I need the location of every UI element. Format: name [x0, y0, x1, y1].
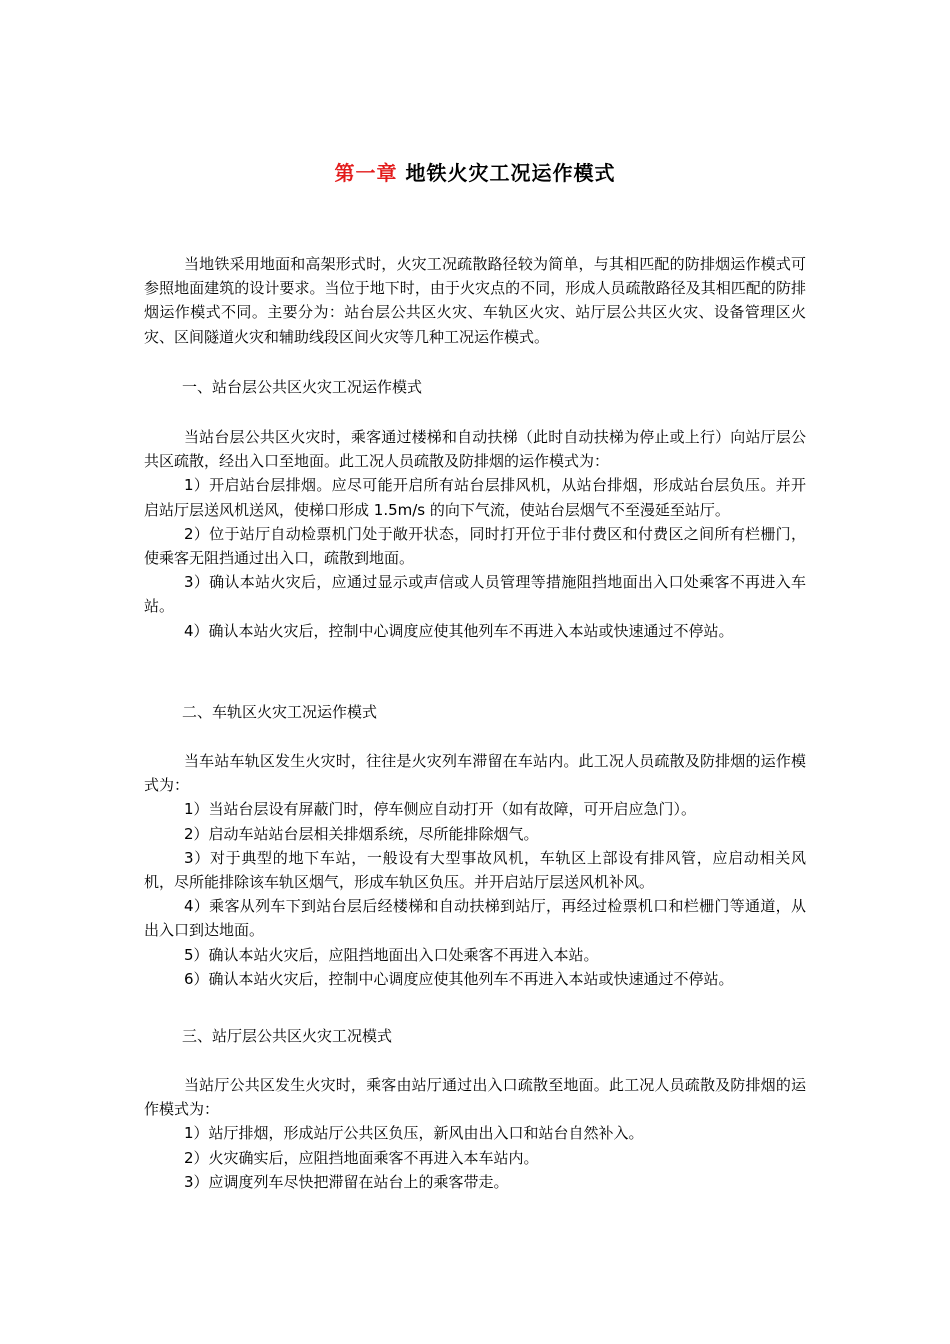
section-heading: 二、车轨区火灾工况运作模式	[182, 703, 378, 721]
list-item: 2）位于站厅自动检票机门处于敞开状态，同时打开位于非付费区和付费区之间所有栏栅门，使乘客无阻挡通过出入口，疏散到地面。	[144, 524, 806, 568]
page-title	[144, 158, 806, 188]
list-item: 1）当站台层设有屏蔽门时，停车侧应自动打开（如有故障，可开启应急门）。	[184, 800, 697, 819]
section-body	[144, 425, 806, 643]
list-item: 2）火灾确实后，应阻挡地面乘客不再进入本车站内。	[184, 1148, 539, 1167]
intro-text: 当地铁采用地面和高架形式时，火灾工况疏散路径较为简单，与其相匹配的防排烟运作模式可参照地面建筑的设计要求。当位于地下时，由于火灾点的不同，形成人员疏散路径及其相匹配的防排烟运作模式不同。主要分为：站台层公共区火灾、车轨区火灾、站厅层公共区火灾、设备管理区火灾、区间隧道火灾和辅助线段区间火灾等几种工况运作模式。	[144, 255, 806, 346]
list-item: 1）开启站台层排烟。应尽可能开启所有站台层排风机，从站台排烟，形成站台层负压。并开启站厅层送风机送风，使梯口形成 1.5m/s 的向下气流，使站台层烟气不至漫延至站厅。	[144, 476, 806, 519]
section-body	[144, 1073, 806, 1194]
intro-paragraph	[144, 252, 806, 349]
list-item: 4）乘客从列车下到站台层后经楼梯和自动扶梯到站厅，再经过检票机口和栏栅门等通道，从出入口到达地面。	[144, 897, 806, 940]
section-heading: 一、站台层公共区火灾工况运作模式	[182, 378, 423, 396]
list-item: 1）站厅排烟，形成站厅公共区负压，新风由出入口和站台自然补入。	[184, 1124, 644, 1143]
section-lead: 当站厅公共区发生火灾时，乘客由站厅通过出入口疏散至地面。此工况人员疏散及防排烟的运作模式为：	[144, 1076, 806, 1119]
list-item: 3）应调度列车尽快把滞留在站台上的乘客带走。	[184, 1172, 509, 1191]
section-lead: 当车站车轨区发生火灾时，往往是火灾列车滞留在车站内。此工况人员疏散及防排烟的运作模式为：	[144, 752, 806, 795]
section-lead: 当站台层公共区火灾时，乘客通过楼梯和自动扶梯（此时自动扶梯为停止或上行）向站厅层公共区疏散，经出入口至地面。此工况人员疏散及防排烟的运作模式为：	[144, 428, 806, 471]
list-item: 4）确认本站火灾后，控制中心调度应使其他列车不再进入本站或快速通过不停站。	[184, 621, 734, 640]
section-body	[144, 749, 806, 991]
list-item: 3）确认本站火灾后，应通过显示或声信或人员管理等措施阻挡地面出入口处乘客不再进入车站。	[144, 573, 806, 616]
chapter-number: 第一章	[334, 161, 398, 185]
list-item: 5）确认本站火灾后，应阻挡地面出入口处乘客不再进入本站。	[184, 945, 599, 964]
list-item: 2）启动车站站台层相关排烟系统，尽所能排除烟气。	[184, 824, 539, 843]
chapter-title: 地铁火灾工况运作模式	[405, 161, 616, 185]
section-heading: 三、站厅层公共区火灾工况模式	[182, 1027, 393, 1045]
list-item: 3）对于典型的地下车站，一般设有大型事故风机，车轨区上部设有排风管，应启动相关风机，尽所能排除该车轨区烟气，形成车轨区负压。并开启站厅层送风机补风。	[144, 848, 806, 892]
list-item: 6）确认本站火灾后，控制中心调度应使其他列车不再进入本站或快速通过不停站。	[184, 969, 734, 988]
